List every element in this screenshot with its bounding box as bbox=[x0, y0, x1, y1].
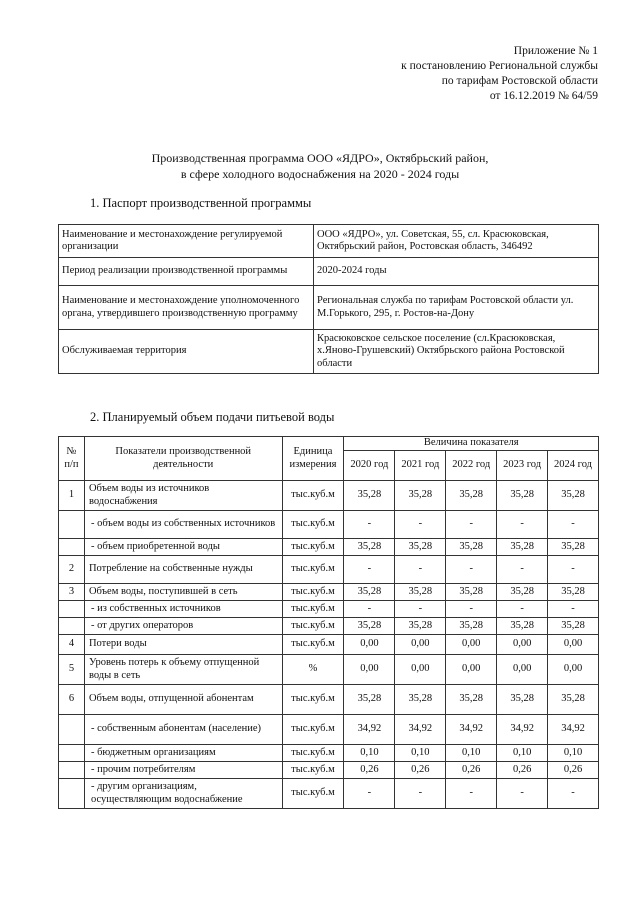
table-row bbox=[59, 330, 599, 374]
row-value: - bbox=[548, 556, 599, 584]
row-value: 35,28 bbox=[548, 618, 599, 635]
row-value: 35,28 bbox=[548, 481, 599, 511]
row-value: 0,00 bbox=[344, 655, 395, 685]
row-value: 35,28 bbox=[446, 481, 497, 511]
table-row bbox=[59, 556, 599, 584]
row-value: 34,92 bbox=[344, 715, 395, 745]
row-unit: тыс.куб.м bbox=[282, 745, 344, 762]
row-indicator: Уровень потерь к объему отпущенной воды в сеть bbox=[84, 655, 282, 685]
table-row bbox=[59, 745, 599, 762]
table-row bbox=[59, 635, 599, 655]
row-number bbox=[59, 511, 85, 539]
header-value: Величина показателя bbox=[344, 437, 599, 451]
row-value: 0,26 bbox=[497, 762, 548, 779]
row-value: 35,28 bbox=[344, 481, 395, 511]
row-value: 35,28 bbox=[344, 584, 395, 601]
row-value: - bbox=[344, 779, 395, 809]
table-row bbox=[59, 655, 599, 685]
header-num: № п/п bbox=[59, 437, 85, 481]
appendix-line: по тарифам Ростовской области bbox=[441, 75, 598, 87]
row-value: - bbox=[548, 601, 599, 618]
row-indicator: Объем воды, отпущенной абонентам bbox=[84, 685, 282, 715]
row-value: 34,92 bbox=[446, 715, 497, 745]
row-value: 35,28 bbox=[446, 685, 497, 715]
volume-table bbox=[58, 436, 599, 809]
row-indicator: - прочим потребителям bbox=[84, 762, 282, 779]
title-line: в сфере холодного водоснабжения на 2020 - 2024 годы bbox=[180, 167, 460, 181]
row-value: 0,26 bbox=[548, 762, 599, 779]
row-value: - bbox=[344, 511, 395, 539]
row-value: 0,10 bbox=[548, 745, 599, 762]
row-unit: тыс.куб.м bbox=[282, 715, 344, 745]
row-value: - bbox=[446, 601, 497, 618]
row-indicator: - объем приобретенной воды bbox=[84, 539, 282, 556]
passport-value: Красюковское сельское поселение (сл.Красюковская, х.Яново-Грушевский) Октябрьского района Ростовской области bbox=[314, 330, 599, 374]
row-value: 35,28 bbox=[548, 584, 599, 601]
row-value: 35,28 bbox=[395, 618, 446, 635]
row-value: - bbox=[395, 556, 446, 584]
row-value: 35,28 bbox=[344, 539, 395, 556]
row-unit: тыс.куб.м bbox=[282, 556, 344, 584]
row-number bbox=[59, 601, 85, 618]
row-value: 35,28 bbox=[446, 618, 497, 635]
row-unit: тыс.куб.м bbox=[282, 762, 344, 779]
row-value: 0,00 bbox=[446, 635, 497, 655]
row-unit: % bbox=[282, 655, 344, 685]
row-number bbox=[59, 779, 85, 809]
table-row bbox=[59, 618, 599, 635]
row-unit: тыс.куб.м bbox=[282, 685, 344, 715]
row-indicator: - другим организациям, осуществляющим водоснабжение bbox=[84, 779, 282, 809]
row-indicator: Потери воды bbox=[84, 635, 282, 655]
header-year: 2022 год bbox=[446, 451, 497, 481]
row-number bbox=[59, 715, 85, 745]
passport-value: 2020-2024 годы bbox=[314, 258, 599, 286]
table-row bbox=[59, 601, 599, 618]
table-row bbox=[59, 225, 599, 258]
passport-label: Обслуживаемая территория bbox=[59, 330, 314, 374]
row-value: 0,10 bbox=[446, 745, 497, 762]
row-value: 35,28 bbox=[497, 685, 548, 715]
row-value: 0,00 bbox=[548, 635, 599, 655]
row-value: 34,92 bbox=[395, 715, 446, 745]
row-unit: тыс.куб.м bbox=[282, 601, 344, 618]
table-row bbox=[59, 685, 599, 715]
row-value: 35,28 bbox=[497, 584, 548, 601]
row-indicator: - бюджетным организациям bbox=[84, 745, 282, 762]
row-unit: тыс.куб.м bbox=[282, 779, 344, 809]
row-indicator: - объем воды из собственных источников bbox=[84, 511, 282, 539]
row-value: 0,00 bbox=[395, 655, 446, 685]
appendix-line: от 16.12.2019 № 64/59 bbox=[489, 90, 598, 102]
row-indicator: Потребление на собственные нужды bbox=[84, 556, 282, 584]
row-number: 1 bbox=[59, 481, 85, 511]
row-value: 0,10 bbox=[395, 745, 446, 762]
header-indicator: Показатели производственной деятельности bbox=[84, 437, 282, 481]
passport-label: Наименование и местонахождение уполномоченного органа, утвердившего производственную программу bbox=[59, 286, 314, 330]
row-value: 35,28 bbox=[395, 685, 446, 715]
appendix-line: Приложение № 1 bbox=[513, 45, 598, 57]
passport-value: Региональная служба по тарифам Ростовской области ул. М.Горького, 295, г. Ростов-на-Дону bbox=[314, 286, 599, 330]
row-value: 35,28 bbox=[446, 539, 497, 556]
row-value: 35,28 bbox=[395, 539, 446, 556]
row-value: 0,26 bbox=[446, 762, 497, 779]
row-number bbox=[59, 745, 85, 762]
row-value: 35,28 bbox=[395, 481, 446, 511]
row-value: 35,28 bbox=[497, 481, 548, 511]
row-value: - bbox=[446, 779, 497, 809]
passport-table bbox=[58, 224, 599, 374]
row-unit: тыс.куб.м bbox=[282, 584, 344, 601]
header-year: 2020 год bbox=[344, 451, 395, 481]
row-value: 35,28 bbox=[344, 618, 395, 635]
row-value: 0,00 bbox=[446, 655, 497, 685]
row-value: 35,28 bbox=[395, 584, 446, 601]
appendix-block bbox=[401, 44, 598, 104]
row-number bbox=[59, 539, 85, 556]
section-heading-volume: 2. Планируемый объем подачи питьевой воды bbox=[90, 410, 335, 424]
row-value: 0,00 bbox=[497, 635, 548, 655]
header-unit: Единица измерения bbox=[282, 437, 344, 481]
row-value: - bbox=[548, 511, 599, 539]
table-row bbox=[59, 584, 599, 601]
appendix-line: к постановлению Региональной службы bbox=[401, 60, 598, 72]
row-value: - bbox=[497, 779, 548, 809]
row-number: 4 bbox=[59, 635, 85, 655]
row-value: - bbox=[395, 511, 446, 539]
row-value: 0,00 bbox=[344, 635, 395, 655]
row-value: 35,28 bbox=[548, 685, 599, 715]
table-row bbox=[59, 258, 599, 286]
passport-label: Период реализации производственной программы bbox=[59, 258, 314, 286]
table-row bbox=[59, 779, 599, 809]
row-value: 0,10 bbox=[497, 745, 548, 762]
row-value: 34,92 bbox=[548, 715, 599, 745]
header-year: 2021 год bbox=[395, 451, 446, 481]
row-value: 0,00 bbox=[395, 635, 446, 655]
row-value: 0,26 bbox=[344, 762, 395, 779]
row-number bbox=[59, 762, 85, 779]
row-value: - bbox=[344, 601, 395, 618]
row-value: 35,28 bbox=[446, 584, 497, 601]
row-unit: тыс.куб.м bbox=[282, 481, 344, 511]
row-value: 0,00 bbox=[497, 655, 548, 685]
row-value: - bbox=[446, 511, 497, 539]
row-value: - bbox=[395, 779, 446, 809]
row-indicator: Объем воды из источников водоснабжения bbox=[84, 481, 282, 511]
row-value: 34,92 bbox=[497, 715, 548, 745]
header-year: 2023 год bbox=[497, 451, 548, 481]
row-value: - bbox=[548, 779, 599, 809]
row-value: 0,26 bbox=[395, 762, 446, 779]
row-value: 35,28 bbox=[497, 539, 548, 556]
row-indicator: - собственным абонентам (население) bbox=[84, 715, 282, 745]
row-indicator: - от других операторов bbox=[84, 618, 282, 635]
row-number: 2 bbox=[59, 556, 85, 584]
row-value: 35,28 bbox=[344, 685, 395, 715]
row-unit: тыс.куб.м bbox=[282, 511, 344, 539]
header-row bbox=[59, 437, 599, 451]
row-value: 0,10 bbox=[344, 745, 395, 762]
document-title bbox=[0, 150, 640, 182]
table-row bbox=[59, 286, 599, 330]
row-value: - bbox=[344, 556, 395, 584]
row-value: 35,28 bbox=[497, 618, 548, 635]
row-value: 35,28 bbox=[548, 539, 599, 556]
row-number: 5 bbox=[59, 655, 85, 685]
section-heading-passport: 1. Паспорт производственной программы bbox=[90, 196, 312, 210]
row-value: - bbox=[497, 511, 548, 539]
table-row bbox=[59, 762, 599, 779]
row-value: - bbox=[497, 601, 548, 618]
row-value: - bbox=[497, 556, 548, 584]
row-value: - bbox=[395, 601, 446, 618]
volume-table-body bbox=[59, 481, 599, 809]
title-line: Производственная программа ООО «ЯДРО», Октябрьский район, bbox=[151, 151, 489, 165]
row-number: 6 bbox=[59, 685, 85, 715]
table-row bbox=[59, 715, 599, 745]
row-indicator: Объем воды, поступившей в сеть bbox=[84, 584, 282, 601]
header-year: 2024 год bbox=[548, 451, 599, 481]
table-row bbox=[59, 539, 599, 556]
row-value: 0,00 bbox=[548, 655, 599, 685]
row-unit: тыс.куб.м bbox=[282, 618, 344, 635]
passport-label: Наименование и местонахождение регулируемой организации bbox=[59, 225, 314, 258]
row-value: - bbox=[446, 556, 497, 584]
row-number: 3 bbox=[59, 584, 85, 601]
row-unit: тыс.куб.м bbox=[282, 539, 344, 556]
passport-value: ООО «ЯДРО», ул. Советская, 55, сл. Красюковская, Октябрьский район, Ростовская область, 346492 bbox=[314, 225, 599, 258]
row-indicator: - из собственных источников bbox=[84, 601, 282, 618]
table-row bbox=[59, 511, 599, 539]
table-row bbox=[59, 481, 599, 511]
row-number bbox=[59, 618, 85, 635]
row-unit: тыс.куб.м bbox=[282, 635, 344, 655]
